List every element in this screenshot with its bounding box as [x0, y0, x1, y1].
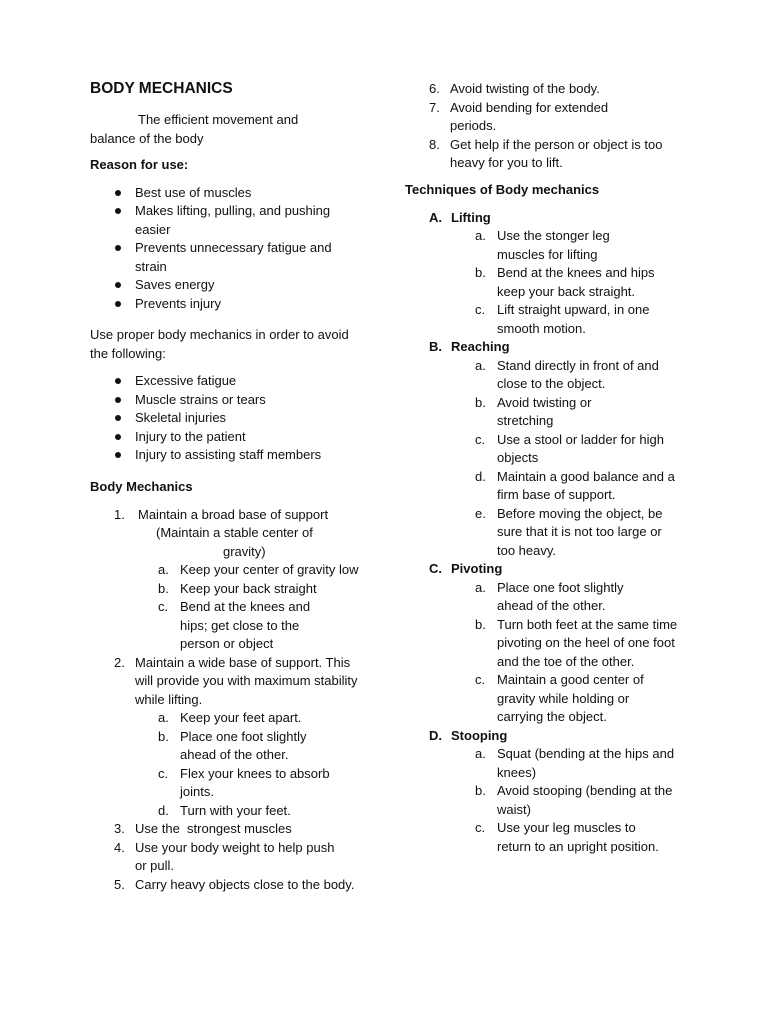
list-item-text: Bend at the knees and hips; get close to the person or object [180, 599, 311, 651]
sub-list-item [405, 616, 715, 672]
sub-list-item [405, 264, 715, 301]
technique-section-lifting [405, 209, 715, 228]
list-item-text: Carry heavy objects close to the body. [135, 876, 355, 892]
list-item-text: Keep your feet apart. [180, 710, 302, 725]
sub-list-item [405, 227, 715, 264]
list-item: Excessive fatigue [90, 372, 360, 391]
list-item-text: Before moving the object, be sure that it is not too large or too heavy. [497, 505, 663, 558]
list-marker: 5. [114, 876, 125, 892]
list-item-text: Use the strongest muscles [135, 821, 292, 836]
list-item-text: Squat (bending at the hips and knees) [497, 746, 675, 780]
list-marker: c. [475, 820, 486, 835]
list-item-text: Maintain a good balance and a firm base of support. [497, 468, 675, 502]
section-marker: B. [429, 339, 442, 354]
list-item-text: Place one foot slightly ahead of the other. [180, 728, 307, 762]
sub-list-item [90, 598, 375, 654]
list-item-text: Flex your knees to absorb joints. [180, 765, 330, 799]
list-item: Skeletal injuries [90, 409, 360, 428]
list-marker: a. [158, 710, 169, 725]
list-marker: 6. [429, 81, 440, 96]
list-item [90, 506, 375, 562]
list-marker: c. [158, 599, 169, 614]
list-item [405, 99, 705, 136]
intro-line-1: The efficient movement and [138, 112, 299, 127]
list-marker: c. [475, 672, 486, 687]
list-item: Saves energy [90, 276, 375, 295]
list-marker: 2. [114, 654, 125, 670]
list-marker: b. [158, 580, 169, 596]
list-marker: b. [475, 616, 486, 632]
sub-list-item [405, 468, 715, 505]
list-marker: a. [475, 228, 486, 243]
list-item [90, 876, 375, 895]
mechanics-list-continued [405, 80, 705, 173]
list-item: Injury to assisting staff members [90, 446, 360, 465]
body-mechanics-section [90, 478, 375, 894]
reason-heading: Reason for use: [90, 157, 189, 172]
list-marker: a. [475, 579, 486, 595]
list-item-text: (Maintain a stable center of [156, 525, 313, 540]
techniques-list [405, 209, 715, 857]
avoid-list [90, 372, 360, 465]
techniques-section [405, 181, 715, 856]
list-marker: a. [475, 746, 486, 761]
mechanics-list [90, 506, 375, 895]
sub-list-item [405, 579, 715, 616]
list-item [90, 820, 375, 839]
sub-list-item [90, 802, 375, 821]
list-item-text: Place one foot slightly ahead of the other. [497, 579, 624, 613]
intro-paragraph [90, 111, 340, 148]
list-item: Prevents injury [90, 295, 375, 314]
sub-list-item [90, 561, 375, 580]
sub-list-item [405, 782, 715, 819]
sub-list-item [405, 745, 715, 782]
list-item: Best use of muscles [90, 184, 375, 203]
list-marker: 4. [114, 839, 125, 855]
list-item: Muscle strains or tears [90, 391, 360, 410]
avoid-intro: Use proper body mechanics in order to avoid the following: [90, 327, 349, 361]
list-marker: 8. [429, 136, 440, 152]
section-marker: C. [429, 561, 442, 576]
reason-list [90, 184, 375, 314]
list-item-text: Stand directly in front of and close to the object. [497, 357, 659, 391]
section-title: Lifting [451, 209, 491, 225]
list-item-text: Keep your back straight [180, 580, 317, 596]
list-marker: d. [158, 802, 169, 818]
list-item-text: Avoid bending for extended periods. [450, 99, 609, 133]
sub-list-item [405, 505, 715, 561]
list-item-text: Use the stonger leg muscles for lifting [497, 228, 610, 262]
sub-list-item [90, 709, 375, 728]
list-marker: b. [158, 728, 169, 744]
section-title: Reaching [451, 339, 510, 354]
list-item-text: Keep your center of gravity low [180, 562, 359, 577]
sub-list-item [405, 357, 715, 394]
list-marker: a. [475, 357, 486, 373]
section-title: Pivoting [451, 561, 503, 576]
list-item [90, 839, 375, 876]
section-marker: D. [429, 727, 442, 743]
list-marker: e. [475, 505, 486, 521]
list-marker: a. [158, 562, 169, 577]
list-item-text: Turn both feet at the same time pivoting on the heel of one foot and the toe of the other. [497, 616, 678, 669]
sub-list-item [405, 671, 715, 727]
list-item-text: Avoid twisting or stretching [497, 394, 592, 428]
list-item: Injury to the patient [90, 428, 360, 447]
intro-line-2: balance of the body [90, 130, 204, 146]
sub-list-item [405, 301, 715, 338]
avoid-section [90, 326, 360, 465]
list-item-text: Maintain a good center of gravity while holding or carrying the object. [497, 672, 644, 724]
list-marker: b. [475, 394, 486, 410]
list-marker: c. [158, 765, 169, 781]
list-marker: 1. [114, 506, 125, 522]
list-marker: 3. [114, 821, 125, 836]
sub-list-item [405, 431, 715, 468]
list-item-text: Bend at the knees and hips keep your back straight. [497, 265, 655, 299]
list-marker: b. [475, 265, 486, 280]
list-item [405, 80, 705, 99]
list-item-text: Use your leg muscles to return to an upright position. [497, 820, 659, 854]
list-item-text: Avoid stooping (bending at the waist) [497, 783, 673, 817]
list-item-text: Lift straight upward, in one smooth motion. [497, 302, 650, 336]
list-item-text: Use your body weight to help push or pull. [135, 839, 335, 873]
section-marker: A. [429, 209, 442, 225]
reason-section [90, 156, 375, 313]
page-title: BODY MECHANICS [90, 80, 233, 97]
technique-section-reaching [405, 338, 715, 357]
sub-list-item [405, 819, 715, 856]
technique-section-stooping [405, 727, 715, 746]
sub-list-item [90, 728, 375, 765]
list-item-text: Maintain a broad base of support [138, 506, 329, 522]
list-marker: c. [475, 302, 486, 317]
sub-list-item [90, 765, 375, 802]
body-mechanics-heading: Body Mechanics [90, 479, 193, 494]
technique-section-pivoting [405, 560, 715, 579]
list-item-text: Use a stool or ladder for high objects [497, 431, 664, 465]
list-item: Prevents unnecessary fatigue and strain [90, 239, 375, 276]
list-marker: b. [475, 783, 486, 798]
list-item-text: Get help if the person or object is too heavy for you to lift. [450, 136, 663, 170]
sub-list-item [405, 394, 715, 431]
list-item: Makes lifting, pulling, and pushing easier [90, 202, 375, 239]
list-item [90, 654, 375, 710]
list-item [405, 136, 705, 173]
list-item-text: Avoid twisting of the body. [450, 81, 600, 96]
section-title: Stooping [451, 727, 508, 743]
list-marker: 7. [429, 99, 440, 115]
sub-list-item [90, 580, 375, 599]
list-item-text: Maintain a wide base of support. This will provide you with maximum stability while lifting. [135, 654, 358, 707]
list-item-text: Turn with your feet. [180, 802, 291, 818]
techniques-heading: Techniques of Body mechanics [405, 182, 600, 197]
list-item-text: gravity) [223, 543, 266, 559]
list-marker: d. [475, 468, 486, 484]
list-marker: c. [475, 431, 486, 447]
